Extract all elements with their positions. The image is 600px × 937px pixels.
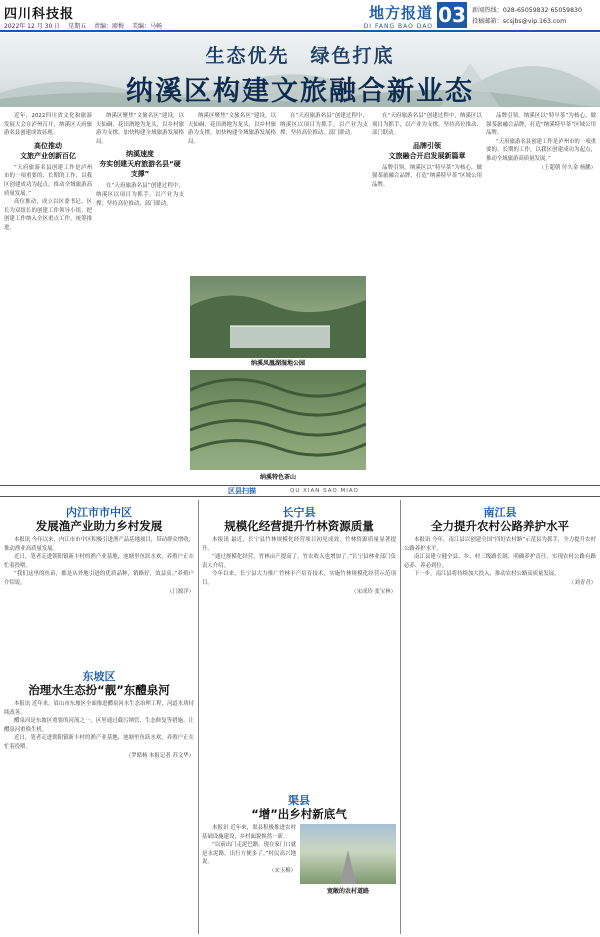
brief-county-quxian: 渠县 bbox=[288, 794, 310, 807]
brief-county-changning: 长宁县 bbox=[282, 506, 316, 519]
brief-byline: （门源洋） bbox=[167, 588, 194, 595]
contact-info bbox=[472, 5, 582, 27]
lead-paragraph: 纳溪区聚焦“文旅名区”建设，以天仙硐、花田酒地为龙头，以乡村旅游为支撑，加快构建全域旅游发展格局。 bbox=[96, 113, 184, 145]
editor-credit: 责编：廖梅 bbox=[94, 23, 125, 30]
brief-county-dongpo: 东坡区 bbox=[82, 670, 116, 683]
county-scan-label-en: QU XIAN SAO MIAO bbox=[290, 488, 359, 494]
lead-paragraph: “天府旅游名县创建工作是泸州市的一项重要的、长期的工作，以我区创建成功为起点，推动全域旅游高质量发展。” bbox=[4, 164, 92, 197]
brief-body-changning bbox=[202, 536, 396, 662]
brief-paragraph: 下一步，南江县将持续加大投入，推动农村公路高质量发展。 bbox=[414, 571, 560, 578]
brief-paragraph: 本报讯 最近，长宁县竹林规模化经营项目初见成效，竹林资源质量显著提升。 bbox=[202, 537, 396, 552]
brief-body-dongpo bbox=[4, 700, 194, 932]
lead-banner bbox=[0, 33, 600, 107]
lead-column-4 bbox=[280, 112, 368, 272]
page-number: 03 bbox=[438, 3, 466, 27]
section-title-en: DI FANG BAO DAO bbox=[363, 23, 433, 30]
brief-paragraph: 今年以来，长宁县大力推广竹林丰产培育技术，实施竹林规模化经营示范项目。 bbox=[202, 571, 396, 586]
brief-paragraph: 本报讯 今年，南江县以创建全国“四好农村路”示范县为抓手，全力提升农村公路养护水平。 bbox=[404, 537, 596, 552]
brief-body-nanjiang bbox=[404, 536, 596, 932]
brief-title-quxian: “增”出乡村新底气 bbox=[251, 807, 347, 821]
lead-paragraph: “天府旅游名县创建工作是泸州市的一项重要的、长期的工作，以我区创建成功为起点，推动全域旅游高质量发展。” bbox=[486, 138, 596, 162]
lead-column-5 bbox=[372, 112, 482, 482]
lead-subhead-2: 纳溪速度 夯实创建天府旅游名县“硬支撑” bbox=[99, 150, 181, 179]
brief-byline: （宋成玲 张宝林） bbox=[351, 588, 396, 595]
lead-subhead-3: 品牌引领 文旅融合开启发展新篇章 bbox=[388, 141, 466, 160]
brief-paragraph: 醴泉河是东坡区重要的河流之一，区里通过截污纳管、生态修复等措施，让醴泉河重焕生机。 bbox=[4, 718, 194, 733]
column-divider bbox=[198, 500, 199, 934]
lead-photo-wetland-caption: 纳溪凤凰湖湿地公园 bbox=[250, 360, 305, 367]
brief-county-nanjiang: 南江县 bbox=[483, 506, 517, 519]
brief-paragraph: 近日，笔者走进朝阳镇新丰村的渔产业基地，池塘里鱼跃水欢，养殖户正在忙着投喂。 bbox=[4, 735, 194, 750]
brief-byline: （宋玉梅） bbox=[269, 867, 296, 874]
brief-paragraph: 本报讯 近年来，渠县积极推进农村基础设施建设，乡村面貌焕然一新。 bbox=[202, 825, 296, 840]
dateline bbox=[4, 21, 168, 30]
lead-column-6 bbox=[486, 112, 596, 482]
lead-paragraph: 高位推动，成立以区委书记、区长为双组长的创建工作领导小组，把创建工作纳入全区重点工作，统筹推进。 bbox=[4, 199, 92, 231]
news-hotline: 新闻热线：028-65059832 65059830 bbox=[472, 7, 582, 14]
brief-body-neijiang bbox=[4, 536, 194, 662]
lead-headline: 纳溪区构建文旅融合新业态 bbox=[126, 76, 474, 107]
brief-title-changning: 规模化经营提升竹林资源质量 bbox=[224, 519, 374, 533]
brief-paragraph: “通过规模化经营，竹林亩产提高了，竹农收入也增加了。”长宁县林业部门负责人介绍。 bbox=[202, 554, 396, 569]
brief-photo-road-caption: 宽敞的农村道路 bbox=[326, 888, 369, 895]
lead-subhead-1: 高位推动 文旅产业创新百亿 bbox=[20, 141, 76, 160]
brief-paragraph: 南江县建立健全县、乡、村三级路长制，明确养护责任，实现农村公路有路必养、养必到位。 bbox=[404, 554, 596, 569]
lead-column-3 bbox=[188, 112, 276, 272]
lead-column-1 bbox=[4, 112, 92, 482]
brief-paragraph: “以前出门走泥巴路，现在家门口就是水泥路，出行方便多了。”村民高兴地说。 bbox=[202, 842, 296, 866]
lead-paragraph: 在“天府旅游名县”创建过程中，纳溪区以项目为抓手，以产业为支撑，坚持高位推动、部门联动。 bbox=[372, 113, 482, 137]
lead-photo-tea-caption: 纳溪特色茶山 bbox=[259, 474, 296, 481]
section-title-cn: 地方报道 bbox=[368, 4, 433, 22]
brief-paragraph: 近日，笔者走进朝阳镇新丰村的渔产业基地，池塘里鱼跃水欢，养殖户正在忙着投喂。 bbox=[4, 554, 194, 569]
lead-kicker: 生态优先 绿色打底 bbox=[205, 45, 395, 67]
column-divider bbox=[400, 500, 401, 934]
submission-email: 投稿邮箱：scsjbs@vip.163.com bbox=[472, 18, 567, 25]
brief-title-dongpo: 治理水生态扮“靓”东醴泉河 bbox=[28, 683, 170, 697]
brief-byline: （罗皓杨 本报记者 苏文华） bbox=[125, 752, 194, 759]
lead-paragraph: 纳溪区聚焦“文旅名区”建设，以天仙硐、花田酒地为龙头，以乡村旅游为支撑，加快构建全域旅游发展格局。 bbox=[188, 113, 276, 145]
lead-photo-wetland bbox=[190, 276, 366, 358]
brief-paragraph: 本报讯 近年来，眉山市东坡区全面推进醴泉河水生态治理工程，河道水质持续改善。 bbox=[4, 701, 194, 716]
lead-byline: （王超朝 付久金 杨鹏） bbox=[538, 164, 596, 171]
lead-paragraph: 近年，2022四川省文化和旅游发展大会在泸州召开，纳溪区天府旅游名县创建成效显现。 bbox=[4, 113, 92, 137]
lead-paragraph: 品牌引领，纳溪区以“特早茶”为核心，做强茶旅融合品牌，打造“纳溪特早茶”区域公用品牌。 bbox=[486, 113, 596, 137]
brief-paragraph: 本报讯 今年以来，内江市市中区积极引进渔产品基地项目，带动群众增收，推动渔业高质量发展。 bbox=[4, 537, 194, 552]
county-scan-strip bbox=[0, 485, 600, 497]
brief-county-neijiang: 内江市市中区 bbox=[66, 506, 132, 519]
brief-body-quxian bbox=[202, 824, 296, 932]
lead-column-2 bbox=[96, 112, 184, 482]
county-scan-label: 区县扫描 bbox=[228, 487, 256, 495]
designer-credit: 美编：马畅 bbox=[131, 23, 162, 30]
masthead bbox=[0, 0, 600, 32]
newspaper-logo: 四川科技报 bbox=[4, 7, 75, 22]
issue-date: 2022年 12 月 30 日 bbox=[4, 23, 61, 30]
lead-paragraph: 在“天府旅游名县”创建过程中，纳溪区以项目为抓手，以产业为支撑，坚持高位推动、部门联动。 bbox=[96, 183, 184, 207]
brief-photo-road bbox=[300, 824, 396, 884]
section-title bbox=[353, 2, 433, 30]
brief-paragraph: “我们这里的鱼苗，都是从外地引进的优质品种，销路好，效益高。”养殖户介绍说。 bbox=[4, 571, 194, 586]
lead-paragraph: 品牌引领，纳溪区以“特早茶”为核心，做强茶旅融合品牌，打造“纳溪特早茶”区域公用品牌。 bbox=[372, 164, 482, 188]
brief-byline: （刘青青） bbox=[569, 579, 596, 586]
lead-paragraph: 在“天府旅游名县”创建过程中，纳溪区以项目为抓手，以产业为支撑，坚持高位推动、部门联动。 bbox=[280, 113, 368, 137]
brief-title-nanjiang: 全力提升农村公路养护水平 bbox=[431, 519, 569, 533]
issue-weekday: 星期五 bbox=[68, 23, 87, 30]
lead-photo-tea-hills bbox=[190, 370, 366, 470]
brief-title-neijiang: 发展渔产业助力乡村发展 bbox=[35, 519, 163, 533]
